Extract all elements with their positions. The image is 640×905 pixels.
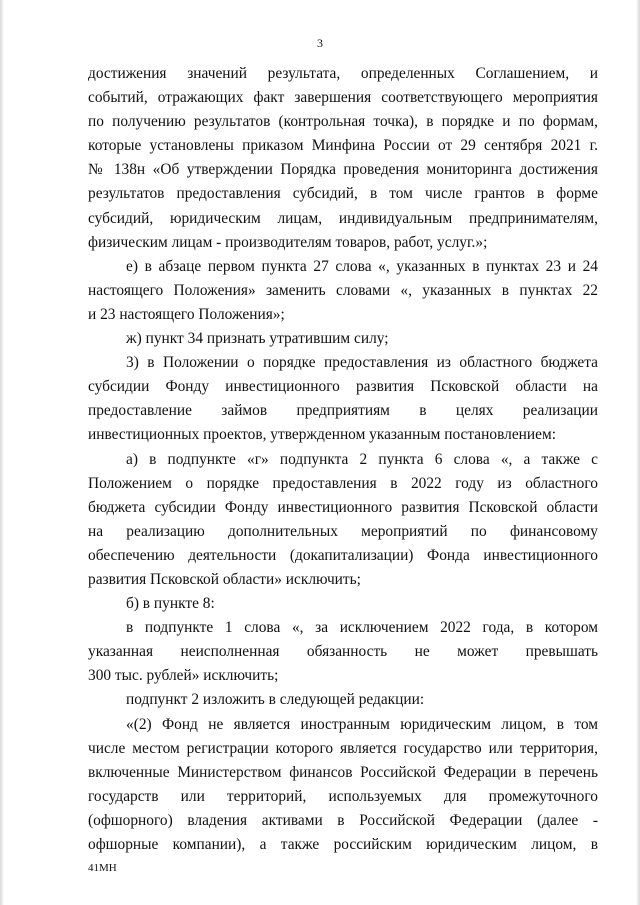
text-line: обеспечению деятельности (докапитализации) Фонда инвестиционного <box>88 546 598 564</box>
text-line: подпункт 2 изложить в следующей редакции: <box>126 691 425 709</box>
text-line: в подпункте 1 слова «, за исключением 2022 года, в котором <box>126 619 598 637</box>
text-line: № 138н «Об утверждении Порядка проведения мониторинга достижения <box>88 161 598 179</box>
text-line: 3) в Положении о порядке предоставления из областного бюджета <box>126 354 598 372</box>
text-line: Положением о порядке предоставления в 2022 году из областного <box>88 474 598 492</box>
text-line: на реализацию дополнительных мероприятий по финансовому <box>88 522 598 540</box>
text-line: настоящего Положения» заменить словами «, указанных в пунктах 22 <box>88 281 598 299</box>
text-line: инвестиционных проектов, утвержденном указанным постановлением: <box>88 426 556 444</box>
text-line: ж) пункт 34 признать утратившим силу; <box>126 330 389 348</box>
text-line: офшорные компании), а также российским юридическим лицом, в <box>88 836 598 853</box>
text-line: б) в пункте 8: <box>126 595 215 613</box>
text-line: (офшорного) владения активами в Российской Федерации (далее - <box>88 811 598 829</box>
scan-left-edge <box>0 0 4 905</box>
text-line: субсидии Фонду инвестиционного развития Псковской области на <box>88 378 598 396</box>
text-line: е) в абзаце первом пункта 27 слова «, указанных в пунктах 23 и 24 <box>126 257 598 275</box>
text-line: по получению результатов (контрольная точка), в порядке и по формам, <box>88 113 598 131</box>
text-line: физическим лицам - производителям товаров, работ, услуг.»; <box>88 233 488 251</box>
document-body <box>88 62 598 857</box>
footer-code: 41МН <box>88 862 117 874</box>
text-line: событий, отражающих факт завершения соответствующего мероприятия <box>88 89 598 107</box>
text-line: государств или территорий, используемых для промежуточного <box>88 787 598 805</box>
text-line: результатов предоставления субсидий, в том числе грантов в форме <box>88 185 598 203</box>
text-line: а) в подпункте «г» подпункта 2 пункта 6 слова «, а также с <box>126 450 598 468</box>
text-line: развития Псковской области» исключить; <box>88 570 361 588</box>
text-line: 300 тыс. рублей» исключить; <box>88 667 279 685</box>
text-line: предоставление займов предприятиям в целях реализации <box>88 402 598 420</box>
text-line: числе местом регистрации которого является государство или территория, <box>88 739 598 757</box>
text-line: указанная неисполненная обязанность не может превышать <box>88 643 598 661</box>
page-number: 3 <box>317 36 323 50</box>
text-line: включенные Министерством финансов Российской Федерации в перечень <box>88 763 598 781</box>
text-line: субсидий, юридическим лицам, индивидуальным предпринимателям, <box>88 209 598 227</box>
text-line: «(2) Фонд не является иностранным юридическим лицом, в том <box>126 715 598 733</box>
text-line: достижения значений результата, определенных Соглашением, и <box>88 65 598 82</box>
scan-right-edge <box>636 0 640 905</box>
text-line: бюджета субсидии Фонду инвестиционного развития Псковской области <box>88 498 598 516</box>
text-line: и 23 настоящего Положения»; <box>88 305 285 323</box>
text-line: которые установлены приказом Минфина России от 29 сентября 2021 г. <box>88 137 598 155</box>
